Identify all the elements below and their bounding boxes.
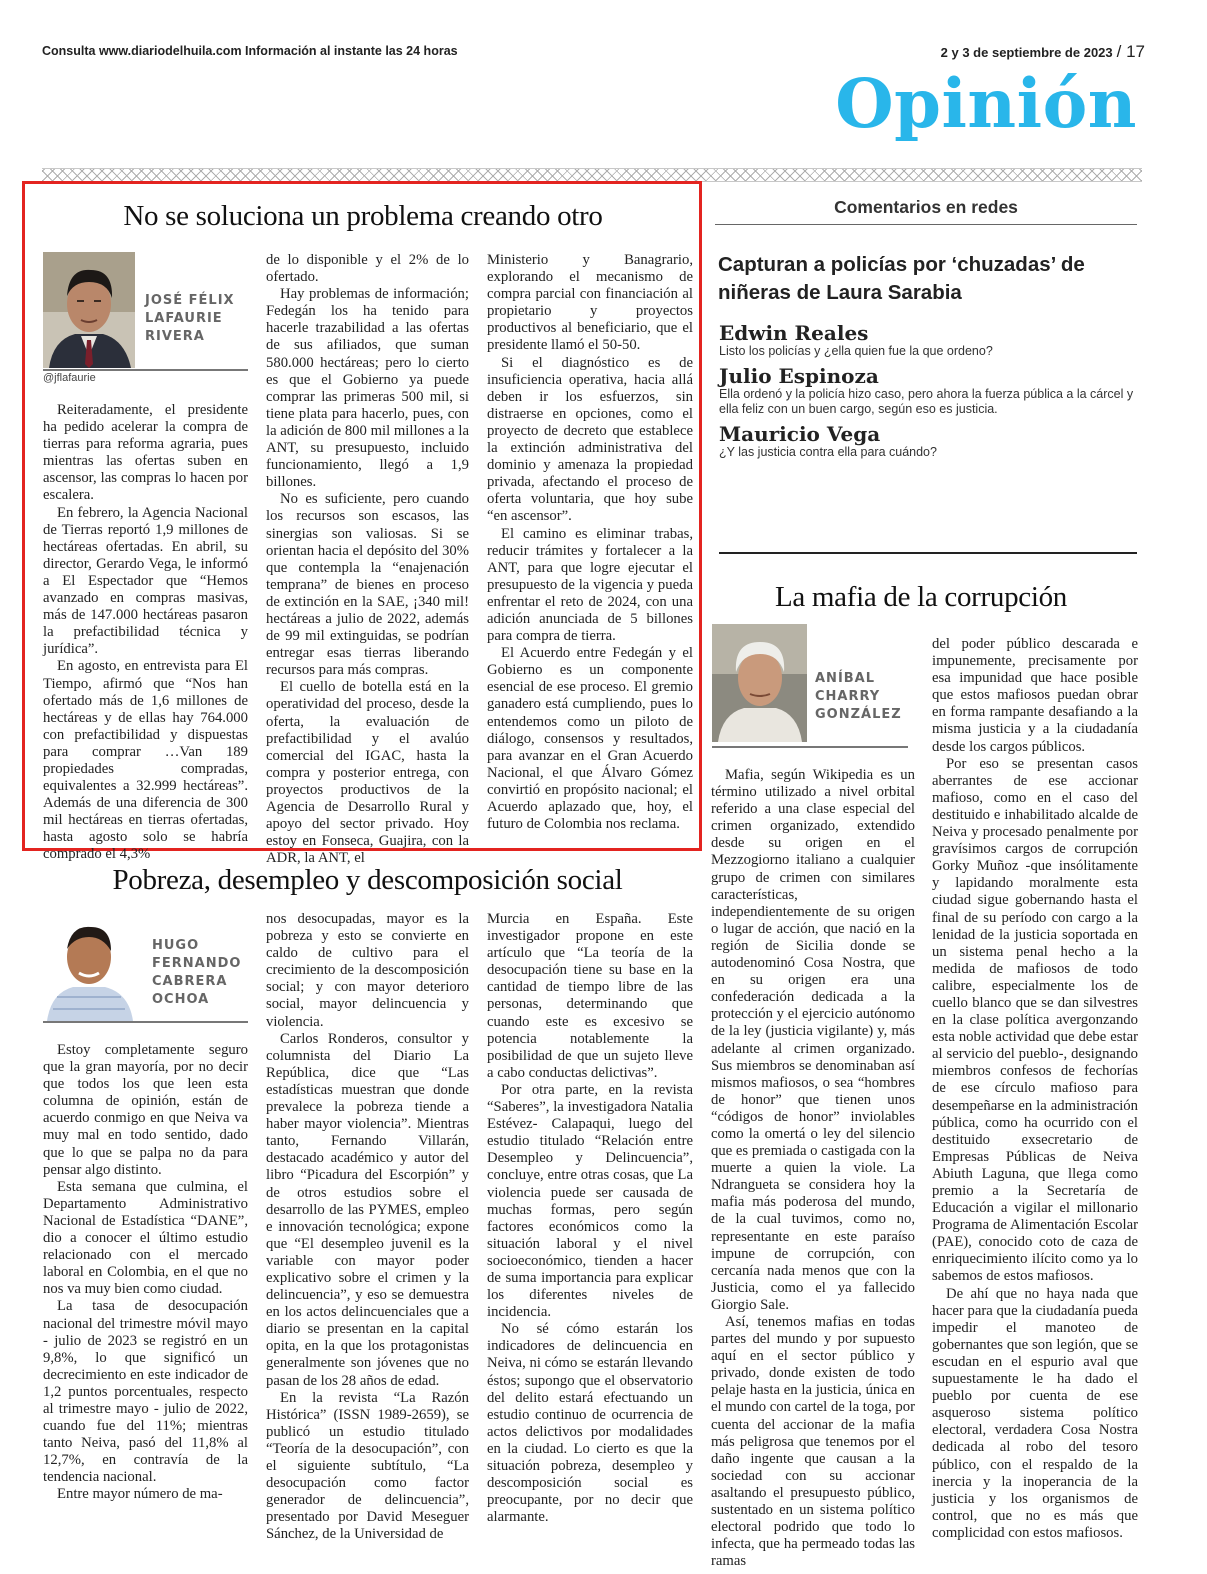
author-rule xyxy=(712,746,908,748)
article1-col1 xyxy=(43,402,248,864)
paragraph: Murcia en España. Este investigador propone en este artículo que “La teoría de la desocupación tiene su base en la cantidad de tiempo libre de las personas, determinando que cuando este es excesivo se potencia notablemente la posibilidad de que un sujeto lleve a cabo conductas delictivas”. xyxy=(487,911,693,1081)
date-text: 2 y 3 de septiembre de 2023 xyxy=(940,45,1113,60)
paragraph: Por eso se presentan casos aberrantes de ese accionar mafioso, como en el caso del destituido e inhabilitado alcalde de Neiva y procesado penalmente por gravísimos cargos de corrupción Gorky Muñoz -que insólitamente y lapidando moralmente esta ciudad sigue gobernando hasta el final de su período con cargo a la lenidad de la justicia soportada en un sistema penal hecho a la medida de mafiosos de todo calibre, especialmente los de cuello blanco que se dan silvestres en la clase política avergonzando esta noble actividad que debe estar al servicio del pueblo-, designando miembros confesos de fechorías de ese círculo mafioso para desempeñarse en la administración pública, como ha ocurrido con el destituido exsecretario de Empresas Públicas de Neiva Abiuth Laguna, que llega como premio a la Secretaría de Educación a vigilar el millonario Programa de Alimentación Escolar (PAE), conocido coto de caza de enriquecimiento ilícito como ya lo sabemos de estos mafiosos. xyxy=(932,755,1138,1285)
paragraph: En la revista “La Razón Histórica” (ISSN 1989-2659), se publicó un estudio titulado “Teoría de la desocupación”, con el siguiente subtítulo, “La desocupación como factor generador de delincuencia”, presentado por David Meseguer Sánchez, de la Universidad de xyxy=(266,1389,469,1543)
article1-title: No se soluciona un problema creando otro xyxy=(123,200,603,232)
paragraph: No sé cómo estarán los indicadores de delincuencia en Neiva, ni cómo se estarán llevando éstos; supongo que el observatorio del delito estará efectuando un estudio continuo de ocurrencia de actos delictivos por modalidades en la ciudad. Lo cierto es que la situación pobreza, desempleo y descomposición social es preocupante, por no decir que alarmante. xyxy=(487,1321,693,1526)
author-photo-charry xyxy=(712,624,807,742)
author-line: ANÍBAL xyxy=(815,671,876,686)
paragraph: El camino es eliminar trabas, reducir trámites y fortalecer a la ANT, para que logre ejecutar el presupuesto de la vigencia y pueda enfrentar el reto de 2024, con una adición anunciada de 5 billones para compra de tierra. xyxy=(487,525,693,645)
article3-col1 xyxy=(711,767,915,1570)
author-line: LAFAURIE xyxy=(145,311,223,326)
author-line: FERNANDO xyxy=(152,956,242,971)
comment-item xyxy=(719,423,1139,460)
author-name-charry xyxy=(815,670,902,724)
author-line: OCHOA xyxy=(152,992,210,1007)
author-line: CHARRY xyxy=(815,689,881,704)
comment-item xyxy=(719,322,1139,359)
author-line: CABRERA xyxy=(152,974,228,989)
author-rule xyxy=(43,1021,248,1023)
paragraph: Estoy completamente seguro que la gran mayoría, por no decir que todos los que leen esta columna de opinión, están de acuerdo conmigo en que Neiva va muy mal en todo sentido, dado que lo que se palpa no da para pensar algo distinto. xyxy=(43,1042,248,1178)
comment-item xyxy=(719,365,1139,417)
paragraph: Ministerio y Banagrario, explorando el mecanismo de compra parcial con financiación al propietario y proyectos productivos al beneficiario, que el presidente llamó el 50-50. xyxy=(487,252,693,354)
paragraph: de lo disponible y el 2% de lo ofertado. xyxy=(266,252,469,286)
ornamental-divider xyxy=(42,168,1142,182)
paragraph: En febrero, la Agencia Nacional de Tierras reportó 1,9 millones de hectáreas ofertadas. En abril, su director, Gerardo Vega, le informó a El Espectador que “Hemos avanzado en compras masivas, más de 147.000 hectáreas pasaron la prefactibilidad técnica y jurídica”. xyxy=(43,504,248,658)
author-line: GONZÁLEZ xyxy=(815,707,902,722)
article3-col2 xyxy=(932,636,1138,1542)
paragraph: nos desocupadas, mayor es la pobreza y esto se convierte en caldo de cultivo para el crecimiento de la descomposición social; y con mayor deterioro social, mayor delincuencia y violencia. xyxy=(266,911,469,1030)
twitter-handle: @jflafaurie xyxy=(43,372,96,384)
author-rule xyxy=(43,369,248,371)
commenter-name: Mauricio Vega xyxy=(719,422,881,446)
comments-heading: Comentarios en redes xyxy=(834,197,1018,217)
paragraph: del poder público descarada e impunemente, precisamente por esa impunidad que hace posible que estos mafiosos puedan obrar en forma rampante desafiando a la misma justicia y a la ciudadanía desde los cargos públicos. xyxy=(932,636,1138,755)
paragraph: En agosto, en entrevista para El Tiempo, afirmó que “Nos han ofertado más de 1,6 millones de hectáreas y de ellas hay 764.000 con prefactibilidad y dispuestas para comprar …Van 189 propiedades compradas, equivalentes a 32.999 hectáreas”. Además de una diferencia de 300 mil hectáreas en tierras ofertadas, hasta agosto solo se habría comprado el 4,3% xyxy=(43,658,248,863)
comments-rule xyxy=(715,224,1137,225)
commenter-name: Julio Espinoza xyxy=(719,364,879,388)
author-line: HUGO xyxy=(152,938,200,953)
paragraph: No es suficiente, pero cuando los recursos son escasos, las sinergias son valiosas. Si se orientan hacia el depósito del 30% que contempla la “enajenación temprana” de bienes en proceso de extinción en la SAE, ¡340 mil! hectáreas a julio de 2022, además de 99 mil extinguidas, se podrían entregar esas tierras liberando recursos para más compras. xyxy=(266,491,469,679)
paragraph: El cuello de botella está en la operatividad del proceso, desde la oferta, la evaluación de prefactibilidad y el avalúo comercial del IGAC, hasta la compra y posterior entrega, con proyectos productivos de la Agencia de Desarrollo Rural y apoyo del sector privado. Hoy estoy en Fonseca, Guajira, con la ADR, la ANT, el xyxy=(266,679,469,867)
author-photo-lafaurie xyxy=(43,252,135,368)
comment-text: ¿Y las justicia contra ella para cuándo? xyxy=(719,445,937,459)
section-rule xyxy=(719,552,1137,554)
paragraph: Entre mayor número de ma- xyxy=(57,1486,223,1503)
paragraph: De ahí que no haya nada que hacer para que la ciudadanía pueda impedir el manoteo de gobernantes que son legión, que se escudan en el espurio aval que supuestamente le ha dado el pueblo por cuenta de ese asqueroso sistema político electoral, verdadera Cosa Nostra dedicada al robo del tesoro público, con el respaldo de la inercia y la inoperancia de la justicia y los organismos de control, que no es más que complicidad con estos mafiosos. xyxy=(932,1285,1138,1541)
paragraph: Así, tenemos mafias en todas partes del mundo y por supuesto aquí en el sector público y privado, donde existen de todo pelaje hasta en la justicia, única en el mundo con cartel de la toga, por cuenta del accionar de la mafia más peligrosa que tenemos por el daño ingente que causan a la sociedad con su accionar asaltando el presupuesto público, sustentado en un sistema político electoral podrido que todo lo infecta, que ha permeado todas las ramas xyxy=(711,1314,915,1570)
paragraph: Mafia, según Wikipedia es un término utilizado a nivel orbital referido a una clase especial del crimen organizado, extendido desde su origen en el Mezzogiorno italiano a cualquier grupo de crimen con similares características, independientemente de su origen o lugar de acción, que nació en la región de Sicilia donde se autodenominó Cosa Nostra, que en su origen era una confederación dedicada a la protección y el ejercicio autónomo de la ley (justicia vigilante) y, más adelante al crimen organizado. Sus miembros se denominaban así mismos mafiosos, o sea “hombres de honor” que tienen unos “códigos de honor” inviolables como la omertá o ley del silencio que es premiada o castigada con la muerte a quien la viole. La Ndrangueta se considera hoy la mafia más poderosa del mundo, de la cual tuvimos, como no, representante en este paraíso impune de corrupción, con cercanía nada menos que con la Justicia, como el ya fallecido Giorgio Sale. xyxy=(711,767,915,1313)
author-line: JOSÉ FÉLIX xyxy=(145,293,235,308)
article1-col2 xyxy=(266,252,469,867)
commenter-name: Edwin Reales xyxy=(719,321,869,345)
news-headline: Capturan a policías por ‘chuzadas’ de niñeras de Laura Sarabia xyxy=(718,253,1085,304)
section-title: Opinión xyxy=(835,64,1137,143)
comment-text: Listo los policías y ¿ella quien fue la que ordeno? xyxy=(719,344,993,358)
author-photo-cabrera xyxy=(43,913,135,1021)
edition-date xyxy=(941,42,1145,62)
article2-col3 xyxy=(487,911,693,1526)
paragraph: Si el diagnóstico es de insuficiencia operativa, hacia allá deben ir los esfuerzos, sin distraerse en opciones, como el proyecto de decreto que establece la extinción administrativa del dominio y amenaza la propiedad privada, afectando el proceso de oferta voluntaria, que hoy sube “en ascensor”. xyxy=(487,354,693,525)
paragraph: Hay problemas de información; Fedegán los ha tenido para hacerle trazabilidad a las ofertas de sus afiliados, que suman 580.000 hectáreas; pero lo cierto es que el Gobierno ya puede comprar las primeras 500 mil, si tiene plata para hacerlo, pues, con la adición de 800 mil millones a la ANT, su presupuesto, incluido funcionamiento, llegó a 1,9 billones. xyxy=(266,286,469,491)
article1-col3 xyxy=(487,252,693,833)
comments-list xyxy=(719,322,1139,460)
comment-text: Ella ordenó y la policía hizo caso, pero ahora la fuerza pública a la cárcel y ella feliz con un buen cargo, según eso es justicia. xyxy=(719,387,1134,416)
paragraph: Carlos Ronderos, consultor y columnista del Diario La República, dice que “Las estadísticas muestran que donde prevalece la pobreza tiende a haber mayor violencia”. Mientras tanto, Fernando Villarán, destacado académico y autor del libro “Picadura del Escorpión” y de otros estudios sobre el desarrollo de las PYMES, empleo e innovación tecnológica; expone que “El desempleo juvenil es la variable con mayor poder explicativo sobre el crimen y la delincuencia”, y eso se demuestra en los actos delincuenciales que a diario se presentan en la capital opita, en la que los protagonistas generalmente son jóvenes que no pasan de los 28 años de edad. xyxy=(266,1030,469,1389)
author-name-cabrera xyxy=(152,937,241,1009)
paragraph: El Acuerdo entre Fedegán y el Gobierno es un componente esencial de ese proceso. El gremio ganadero está cumpliendo, pues lo entendemos como un piloto de diálogo, consensos y resultados, para avanzar en el Gran Acuerdo Nacional, el que Álvaro Gómez convirtió en propósito nacional; el Acuerdo aplazado que, hoy, el futuro de Colombia nos reclama. xyxy=(487,645,693,833)
paragraph: La tasa de desocupación nacional del trimestre móvil mayo - julio de 2023 se registró en un 9,8%, lo que significó un decrecimiento en este indicador de 1,2 puntos porcentuales, respecto al trimestre mayo - julio de 2022, cuando fue del 11%; mientras tanto Neiva, pasó del 11,8% al 12,7%, en contravía de la tendencia nacional. xyxy=(43,1298,248,1486)
site-info-line: Consulta www.diariodelhuila.com Información al instante las 24 horas xyxy=(42,44,458,58)
article2-col1 xyxy=(43,1042,248,1504)
paragraph: Reiteradamente, el presidente ha pedido acelerar la compra de tierras para reforma agraria, pues mientras las ofertas suben en ascensor, las compras lo hacen por escalera. xyxy=(43,402,248,504)
page-number: / 17 xyxy=(1116,42,1145,61)
paragraph: Por otra parte, en la revista “Saberes”, la investigadora Natalia Estévez- Calapaqui, luego del estudio titulado “Relación entre Desempleo y Delincuencia”, concluye, entre otras cosas, que La violencia puede ser causada de muchas formas, pero según factores económicos como la situación laboral y el nivel socioeconómico, tienden a hacer de suma importancia para explicar los diferentes niveles de incidencia. xyxy=(487,1081,693,1321)
article2-col2 xyxy=(266,911,469,1543)
paragraph: Esta semana que culmina, el Departamento Administrativo Nacional de Estadística “DANE”, dio a conocer el último estudio relacionado con el mercado laboral en Colombia, en el que no nos va muy bien como ciudad. xyxy=(43,1178,248,1298)
article3-title: La mafia de la corrupción xyxy=(774,581,1068,613)
author-name-lafaurie xyxy=(145,292,235,346)
author-line: RIVERA xyxy=(145,329,205,344)
article2-title: Pobreza, desempleo y descomposición social xyxy=(112,864,623,896)
